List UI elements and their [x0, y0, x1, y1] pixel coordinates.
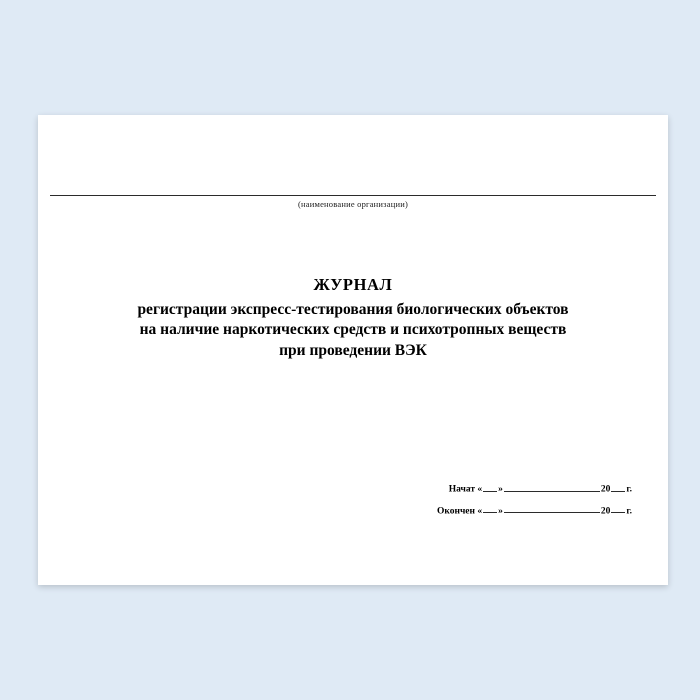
page-content [38, 115, 668, 585]
page-subtitle [68, 300, 638, 361]
organization-name-caption: (наименование организации) [298, 199, 408, 209]
start-date-label: Начат « [448, 484, 483, 495]
end-date-row [332, 505, 632, 517]
start-year-suffix: г. [626, 484, 632, 495]
end-year-prefix: 20 [600, 506, 611, 517]
start-day-blank [483, 483, 497, 492]
journal-dates-block [332, 483, 632, 526]
title-block [68, 275, 638, 361]
document-page [38, 115, 668, 585]
start-quote-close: » [498, 484, 503, 495]
start-month-blank [504, 483, 600, 492]
end-year-suffix: г. [626, 506, 632, 517]
start-year-blank [611, 483, 625, 492]
page-title: ЖУРНАЛ [313, 275, 393, 294]
end-year-blank [611, 505, 625, 514]
subtitle-line-1: регистрации экспресс-тестирования биологических объектов [137, 301, 569, 318]
start-date-row [332, 483, 632, 495]
end-quote-close: » [498, 506, 503, 517]
organization-name-rule [50, 195, 656, 196]
end-day-blank [483, 505, 497, 514]
end-month-blank [504, 505, 600, 514]
subtitle-line-2: на наличие наркотических средств и психотропных веществ [139, 321, 567, 339]
start-year-prefix: 20 [600, 484, 611, 495]
end-date-label: Окончен « [436, 506, 483, 517]
subtitle-line-3: при проведении ВЭК [279, 341, 427, 359]
